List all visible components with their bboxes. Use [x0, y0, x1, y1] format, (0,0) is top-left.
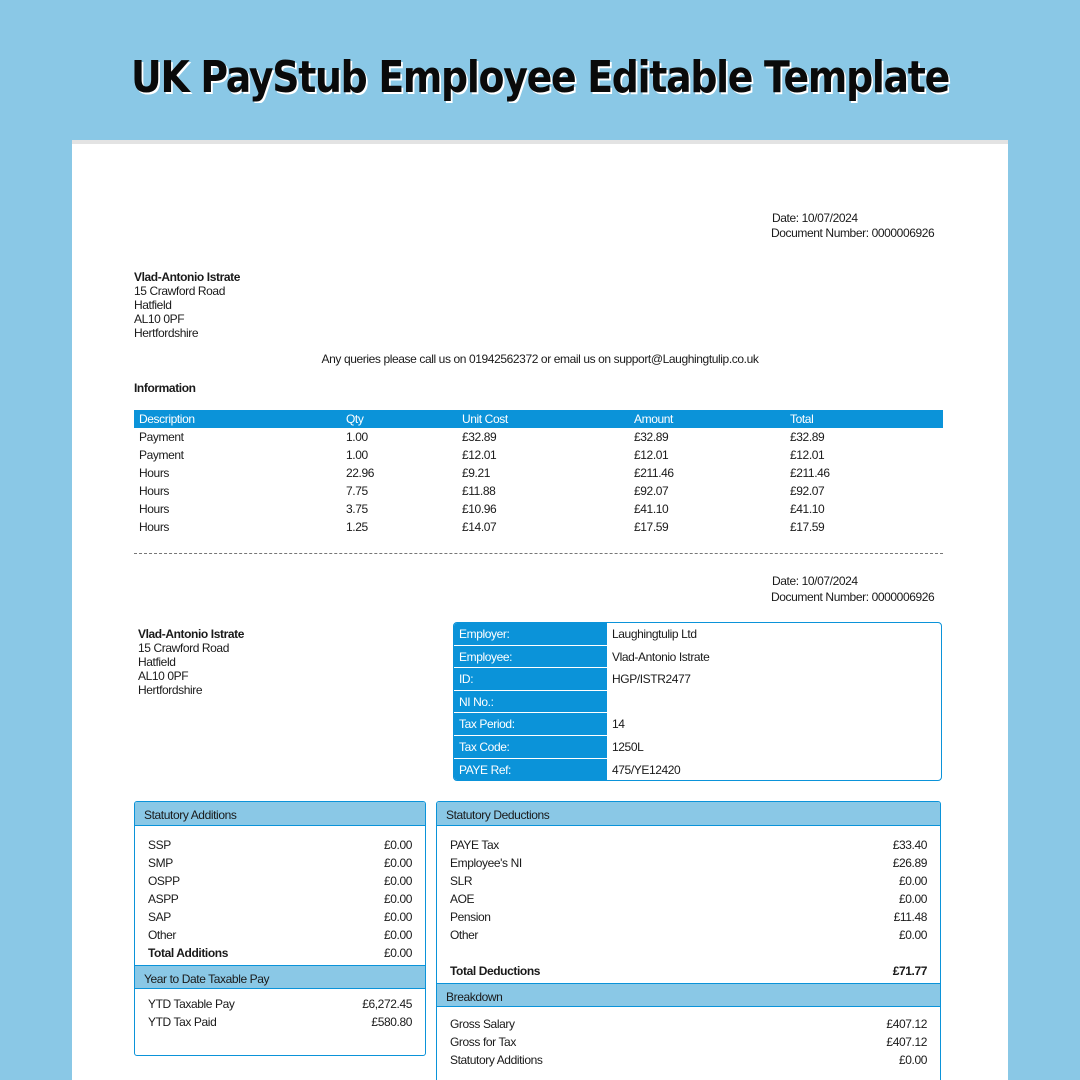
cell-unit-cost: £12.01: [462, 448, 497, 462]
item-label: Employee's NI: [450, 856, 522, 870]
info-row-tax-period: [454, 713, 941, 736]
cell-qty: 7.75: [346, 484, 368, 498]
cell-qty: 22.96: [346, 466, 375, 480]
total-additions-row: [135, 944, 425, 962]
item-label: SAP: [148, 910, 171, 924]
cell-description: Payment: [139, 448, 184, 462]
panel-title: Breakdown: [437, 983, 940, 1007]
cell-description: Hours: [139, 520, 170, 534]
info-row-tax-code: [454, 736, 941, 759]
cell-unit-cost: £10.96: [462, 502, 497, 516]
queries-note: Any queries please call us on 01942562372 or email us on support@Laughingtulip.co.uk: [321, 352, 759, 366]
column-header-amount: Amount: [634, 412, 673, 426]
info-label: NI No.:: [454, 691, 607, 714]
cell-amount: £12.01: [634, 448, 669, 462]
list-item: [135, 1013, 425, 1031]
list-item: [437, 836, 940, 854]
item-value: £0.00: [383, 856, 412, 870]
list-item: [135, 995, 425, 1013]
address-line: Hatfield: [138, 655, 176, 669]
item-label: OSPP: [148, 874, 180, 888]
column-header-unit-cost: Unit Cost: [462, 412, 508, 426]
item-label: YTD Tax Paid: [148, 1015, 217, 1029]
cell-total: £17.59: [790, 520, 825, 534]
document-number: Document Number: 0000006926: [771, 590, 935, 604]
panel-title: Statutory Deductions: [437, 802, 940, 826]
info-label: Employee:: [454, 646, 607, 669]
total-value: £0.00: [383, 946, 412, 960]
document-date: Date: 10/07/2024: [772, 574, 858, 588]
cell-qty: 1.00: [346, 448, 368, 462]
list-item: [437, 1033, 940, 1051]
address-line: Hatfield: [134, 298, 172, 312]
item-label: YTD Taxable Pay: [148, 997, 235, 1011]
item-label: Other: [450, 928, 479, 942]
address-line: 15 Crawford Road: [138, 641, 229, 655]
list-item: [437, 926, 940, 944]
statutory-additions-panel: [134, 801, 426, 1056]
address-block: [138, 627, 244, 697]
address-line: Hertfordshire: [138, 683, 203, 697]
info-value: HGP/ISTR2477: [612, 672, 691, 687]
items-table: [134, 410, 943, 536]
item-label: SLR: [450, 874, 473, 888]
column-header-description: Description: [139, 412, 195, 426]
item-value: £580.80: [371, 1015, 412, 1029]
item-value: £11.48: [893, 910, 927, 924]
cell-unit-cost: £9.21: [462, 466, 491, 480]
table-row: [134, 518, 943, 536]
list-item: [135, 872, 425, 890]
cell-qty: 1.25: [346, 520, 368, 534]
address-line: AL10 0PF: [134, 312, 185, 326]
info-row-paye-ref: [454, 759, 941, 781]
info-value: 14: [612, 717, 625, 732]
info-row-employer: [454, 623, 941, 646]
address-line: AL10 0PF: [138, 669, 189, 683]
item-label: Other: [148, 928, 177, 942]
cell-qty: 3.75: [346, 502, 368, 516]
cell-total: £12.01: [790, 448, 825, 462]
total-label: Total Additions: [148, 946, 228, 960]
employee-name: Vlad-Antonio Istrate: [134, 270, 241, 284]
list-item: [135, 836, 425, 854]
employer-info-box: [453, 622, 942, 781]
cell-amount: £32.89: [634, 430, 669, 444]
column-header-qty: Qty: [346, 412, 364, 426]
item-label: AOE: [450, 892, 475, 906]
item-value: £0.00: [383, 928, 412, 942]
item-label: SMP: [148, 856, 173, 870]
info-value: Laughingtulip Ltd: [612, 627, 697, 641]
item-value: £0.00: [898, 874, 927, 888]
list-item: [437, 908, 940, 926]
total-value: £71.77: [892, 964, 927, 978]
list-item: [437, 854, 940, 872]
item-value: £0.00: [898, 1053, 927, 1067]
item-value: £0.00: [383, 874, 412, 888]
table-row: [134, 464, 943, 482]
item-label: PAYE Tax: [450, 838, 499, 852]
document-date: Date: 10/07/2024: [772, 211, 858, 225]
cell-description: Payment: [139, 430, 184, 444]
cell-amount: £17.59: [634, 520, 669, 534]
cell-unit-cost: £14.07: [462, 520, 497, 534]
cell-amount: £92.07: [634, 484, 669, 498]
cell-unit-cost: £11.88: [462, 484, 496, 498]
cell-description: Hours: [139, 502, 170, 516]
table-row: [134, 428, 943, 446]
item-label: SSP: [148, 838, 171, 852]
info-label: PAYE Ref:: [454, 759, 607, 781]
column-header-total: Total: [790, 412, 814, 426]
cell-qty: 1.00: [346, 430, 368, 444]
item-value: £0.00: [383, 838, 412, 852]
list-item: [135, 890, 425, 908]
info-label: Tax Period:: [454, 713, 607, 736]
address-line: 15 Crawford Road: [134, 284, 225, 298]
item-value: £33.40: [892, 838, 927, 852]
list-item: [135, 908, 425, 926]
statutory-deductions-panel: [436, 801, 941, 1080]
item-label: Gross Salary: [450, 1017, 515, 1031]
panel-title: Statutory Additions: [135, 802, 425, 826]
list-item: [135, 926, 425, 944]
cell-total: £92.07: [790, 484, 825, 498]
cell-total: £41.10: [790, 502, 825, 516]
address-line: Hertfordshire: [134, 326, 199, 340]
item-value: £0.00: [898, 892, 927, 906]
employee-name: Vlad-Antonio Istrate: [138, 627, 245, 641]
item-value: £407.12: [886, 1017, 927, 1031]
document-number: Document Number: 0000006926: [771, 226, 935, 240]
info-value: 475/YE12420: [612, 762, 681, 777]
info-label: Employer:: [454, 623, 607, 646]
cell-unit-cost: £32.89: [462, 430, 497, 444]
item-value: £6,272.45: [362, 997, 412, 1011]
item-label: Pension: [450, 910, 491, 924]
cell-description: Hours: [139, 484, 170, 498]
cell-description: Hours: [139, 466, 170, 480]
list-item: [135, 854, 425, 872]
information-heading: Information: [134, 381, 196, 395]
cell-amount: £211.46: [634, 466, 674, 480]
item-label: Statutory Additions: [450, 1053, 543, 1067]
cell-total: £211.46: [790, 466, 830, 480]
info-label: Tax Code:: [454, 736, 607, 759]
items-table-header: [134, 410, 943, 428]
item-label: Gross for Tax: [450, 1035, 516, 1049]
table-row: [134, 482, 943, 500]
item-value: £0.00: [898, 928, 927, 942]
info-row-id: [454, 668, 941, 691]
info-row-ni-number: [454, 691, 941, 714]
info-value: Vlad-Antonio Istrate: [612, 649, 710, 664]
total-label: Total Deductions: [450, 964, 541, 978]
list-item: [437, 890, 940, 908]
cell-total: £32.89: [790, 430, 825, 444]
tear-off-divider: [134, 553, 943, 554]
payslip-document: [72, 140, 1008, 1080]
item-value: £26.89: [892, 856, 927, 870]
item-label: ASPP: [148, 892, 179, 906]
total-deductions-row: [437, 962, 940, 980]
list-item: [437, 1015, 940, 1033]
list-item: [437, 1051, 940, 1069]
banner-title: UK PayStub Employee Editable Template: [131, 52, 949, 103]
table-row: [134, 446, 943, 464]
item-value: £0.00: [383, 892, 412, 906]
cell-amount: £41.10: [634, 502, 669, 516]
info-label: ID:: [454, 668, 607, 691]
info-row-employee: [454, 646, 941, 669]
info-value: 1250L: [612, 739, 644, 754]
panel-title: Year to Date Taxable Pay: [135, 965, 425, 989]
list-item: [437, 872, 940, 890]
item-value: £0.00: [383, 910, 412, 924]
table-row: [134, 500, 943, 518]
item-value: £407.12: [886, 1035, 927, 1049]
address-block: [134, 270, 240, 340]
